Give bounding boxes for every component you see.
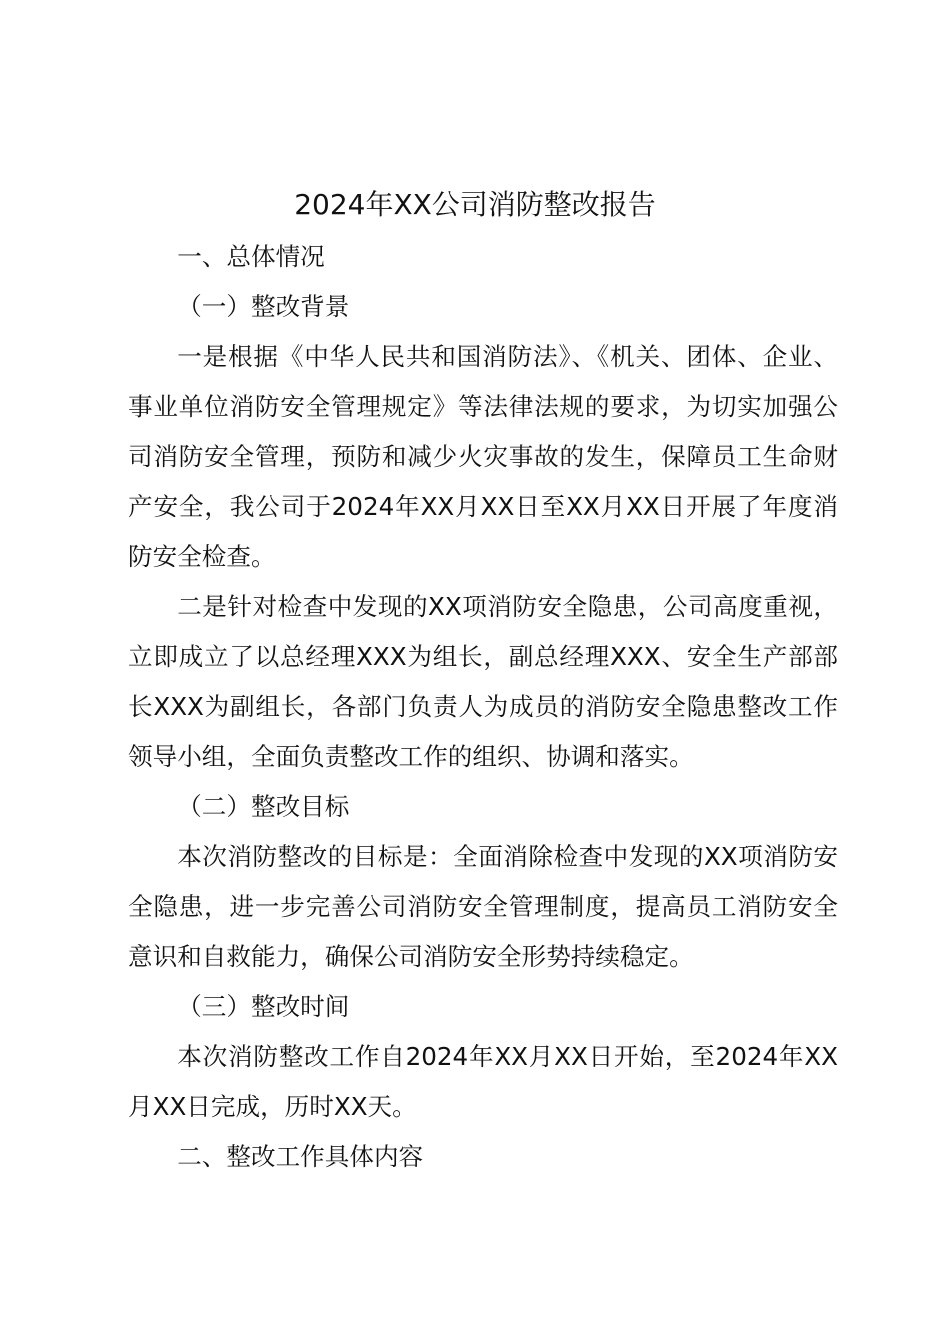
paragraph-time: 本次消防整改工作自2024年XX月XX日开始，至2024年XX月XX日完成，历时XX天。 <box>128 1042 838 1121</box>
section-heading-content: 二、整改工作具体内容 <box>177 1142 424 1171</box>
paragraph-goal: 本次消防整改的目标是：全面消除检查中发现的XX项消防安全隐患，进一步完善公司消防安全管理制度，提高员工消防安全意识和自救能力，确保公司消防安全形势持续稳定。 <box>128 842 838 971</box>
document-body <box>128 232 838 1182</box>
subsection-heading-time: （三）整改时间 <box>177 992 350 1021</box>
paragraph-background-1: 一是根据《中华人民共和国消防法》、《机关、团体、企业、事业单位消防安全管理规定》等法律法规的要求，为切实加强公司消防安全管理，预防和减少火灾事故的发生，保障员工生命财产安全，我公司于2024年XX月XX日至XX月XX日开展了年度消防安全检查。 <box>128 342 838 571</box>
subsection-heading-background: （一）整改背景 <box>177 292 350 321</box>
section-heading-overview: 一、总体情况 <box>177 242 325 271</box>
document-title: 2024年XX公司消防整改报告 <box>294 188 656 221</box>
paragraph-background-2: 二是针对检查中发现的XX项消防安全隐患，公司高度重视，立即成立了以总经理XXX为组长，副总经理XXX、安全生产部部长XXX为副组长，各部门负责人为成员的消防安全隐患整改工作领导小组，全面负责整改工作的组织、协调和落实。 <box>128 592 838 771</box>
subsection-heading-goal: （二）整改目标 <box>177 792 350 821</box>
